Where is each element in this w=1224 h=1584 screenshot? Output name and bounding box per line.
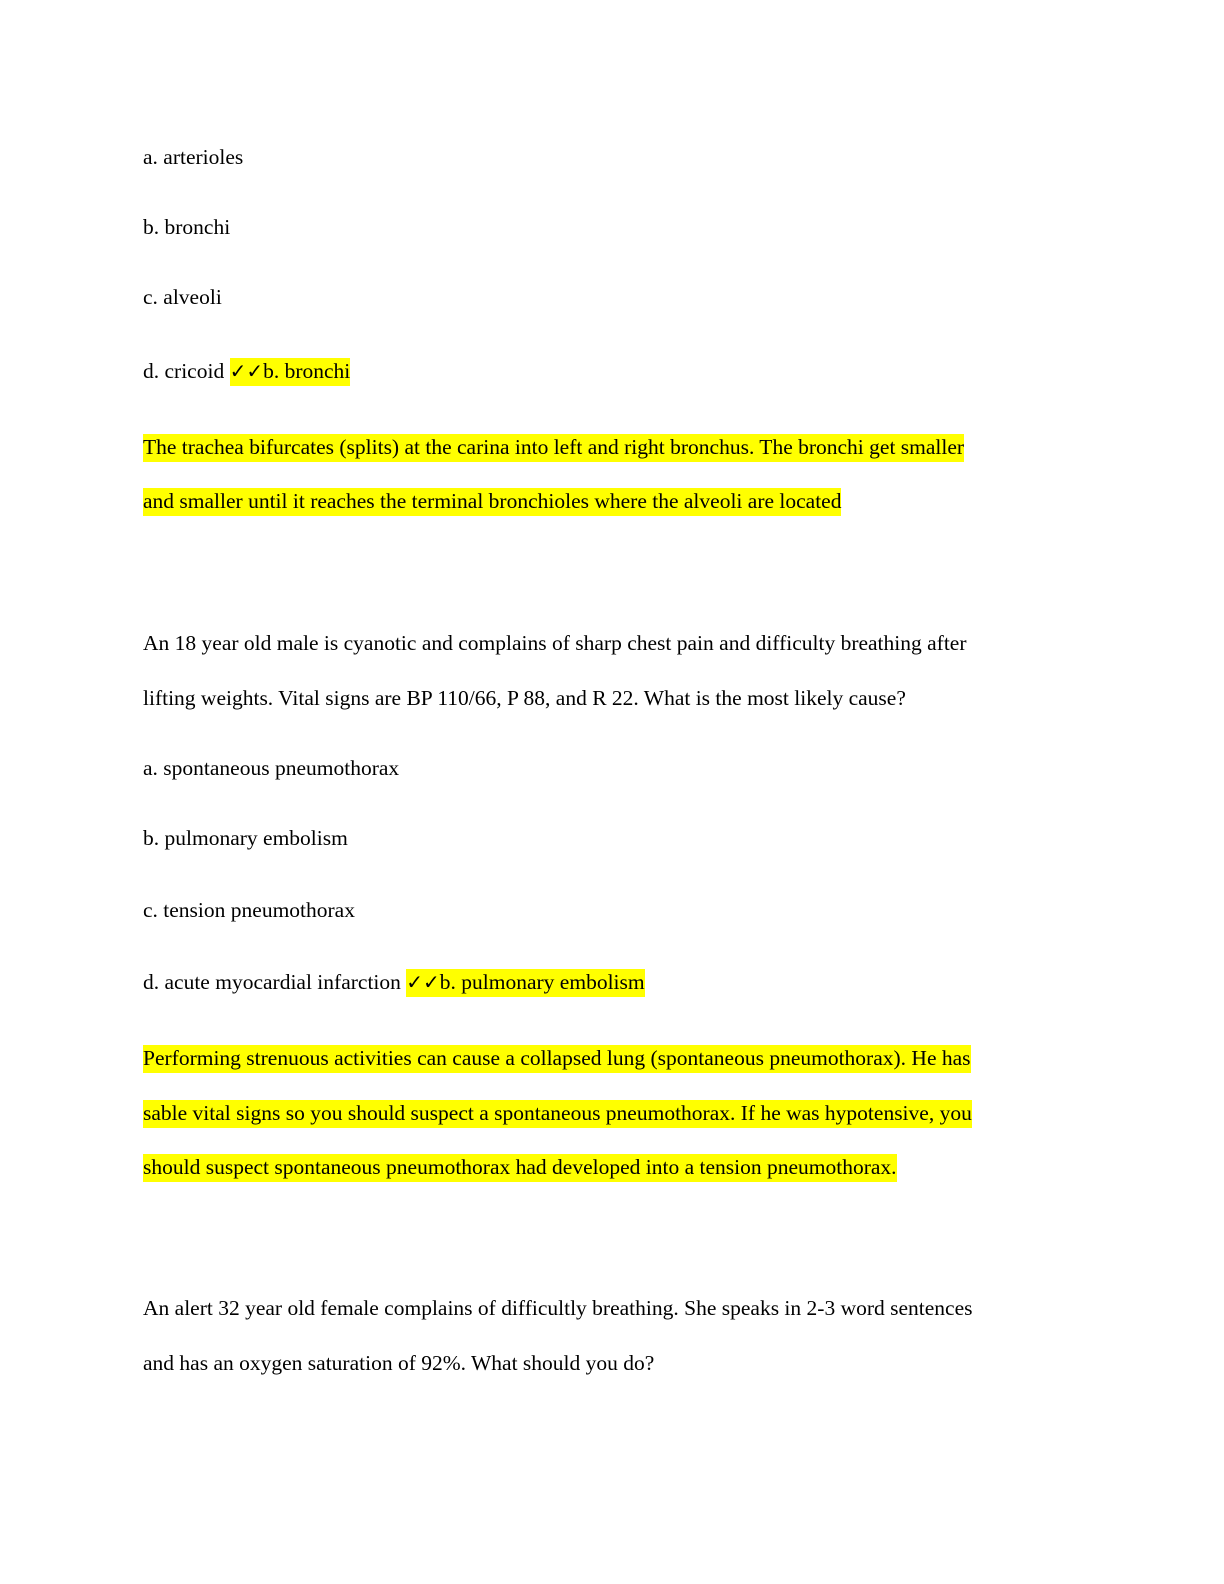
answer-text: b. bronchi bbox=[263, 359, 351, 383]
option-a: a. arterioles bbox=[143, 145, 244, 169]
explanation-line: and smaller until it reaches the terminal bronchioles where the alveoli are located bbox=[143, 487, 841, 515]
option-b: b. pulmonary embolism bbox=[143, 826, 348, 850]
question-line: and has an oxygen saturation of 92%. What should you do? bbox=[143, 1351, 655, 1375]
double-check-icon: ✓✓ bbox=[229, 359, 264, 383]
option-d bbox=[143, 968, 645, 996]
answer-text: b. pulmonary embolism bbox=[439, 970, 645, 994]
explanation-line: sable vital signs so you should suspect a spontaneous pneumothorax. If he was hypotensive, you bbox=[143, 1099, 972, 1127]
option-c: c. alveoli bbox=[143, 285, 222, 309]
explanation-line: The trachea bifurcates (splits) at the carina into left and right bronchus. The bronchi get smaller bbox=[143, 433, 964, 461]
double-check-icon: ✓✓ bbox=[406, 970, 440, 994]
option-a: a. spontaneous pneumothorax bbox=[143, 756, 400, 780]
answer-highlight bbox=[230, 358, 351, 386]
answer-highlight bbox=[406, 969, 644, 997]
explanation-line: Performing strenuous activities can cause a collapsed lung (spontaneous pneumothorax). He has bbox=[143, 1044, 971, 1072]
option-d-text: d. cricoid bbox=[143, 359, 225, 383]
question-line: An alert 32 year old female complains of difficultly breathing. She speaks in 2-3 word sentences bbox=[143, 1296, 973, 1320]
option-c: c. tension pneumothorax bbox=[143, 898, 355, 922]
option-d-text: d. acute myocardial infarction bbox=[143, 970, 401, 994]
explanation-line: should suspect spontaneous pneumothorax had developed into a tension pneumothorax. bbox=[143, 1153, 897, 1181]
option-b: b. bronchi bbox=[143, 215, 231, 239]
option-d bbox=[143, 357, 350, 385]
question-line: An 18 year old male is cyanotic and complains of sharp chest pain and difficulty breathing after bbox=[143, 631, 967, 655]
question-line: lifting weights. Vital signs are BP 110/66, P 88, and R 22. What is the most likely cause? bbox=[143, 686, 906, 710]
